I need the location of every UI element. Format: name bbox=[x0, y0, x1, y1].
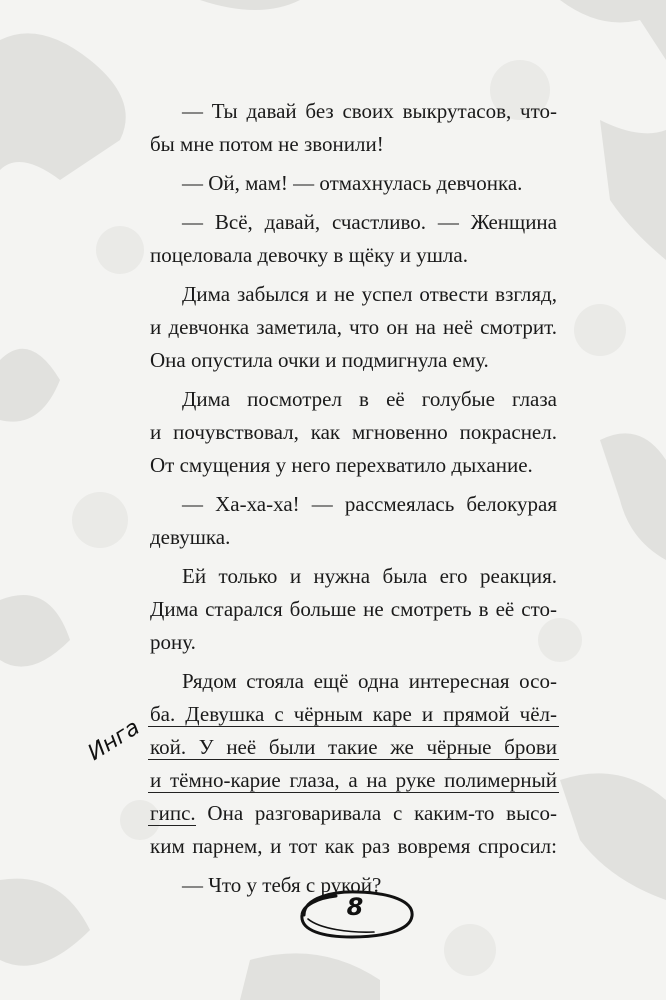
text-line: — Что у тебя с рукой? bbox=[182, 873, 382, 897]
text-line: Ей только и нужна была его реакция. bbox=[182, 564, 557, 588]
underlined-text-line: кой. У неё были такие же чёрные брови bbox=[150, 731, 557, 764]
text-line: От смущения у него перехватило дыхание. bbox=[150, 453, 533, 477]
text-line: ким парнем, и тот как раз вовремя спросил: bbox=[150, 834, 557, 858]
text-line: — Ты давай без своих выкрутасов, что- bbox=[182, 99, 557, 123]
text-line: Дима посмотрел в её голубые глаза bbox=[182, 387, 557, 411]
text-line: и девчонка заметила, что он на неё смотрит. bbox=[150, 315, 557, 339]
text-line: — Ой, мам! — отмахнулась девчонка. bbox=[182, 171, 523, 195]
underlined-text-line: и тёмно-карие глаза, а на руке полимерный bbox=[150, 764, 557, 797]
text-line: Дима старался больше не смотреть в её сто- bbox=[150, 597, 557, 621]
text-line: Дима забылся и не успел отвести взгляд, bbox=[182, 282, 557, 306]
text-line: поцеловала девочку в щёку и ушла. bbox=[150, 243, 468, 267]
text-line: — Всё, давай, счастливо. — Женщина bbox=[182, 210, 557, 234]
underlined-text-line: ба. Девушка с чёрным каре и прямой чёл- bbox=[150, 698, 557, 731]
text-line: Она опустила очки и подмигнула ему. bbox=[150, 348, 489, 372]
page-number-badge bbox=[290, 885, 420, 945]
body-text bbox=[150, 95, 557, 902]
text-line: рону. bbox=[150, 630, 196, 654]
text-line: девушка. bbox=[150, 525, 231, 549]
handwritten-margin-note: Инга bbox=[83, 715, 145, 766]
text-line: — Ха-ха-ха! — рассмеялась белокурая bbox=[182, 492, 557, 516]
text-line: и почувствовал, как мгновенно покраснел. bbox=[150, 420, 557, 444]
text-line: бы мне потом не звонили! bbox=[150, 132, 384, 156]
underlined-text-line: гипс. Она разговаривала с каким-то высо- bbox=[150, 797, 557, 830]
text-line: Рядом стояла ещё одна интересная осо- bbox=[182, 669, 557, 693]
page-number: 8 bbox=[346, 893, 364, 921]
